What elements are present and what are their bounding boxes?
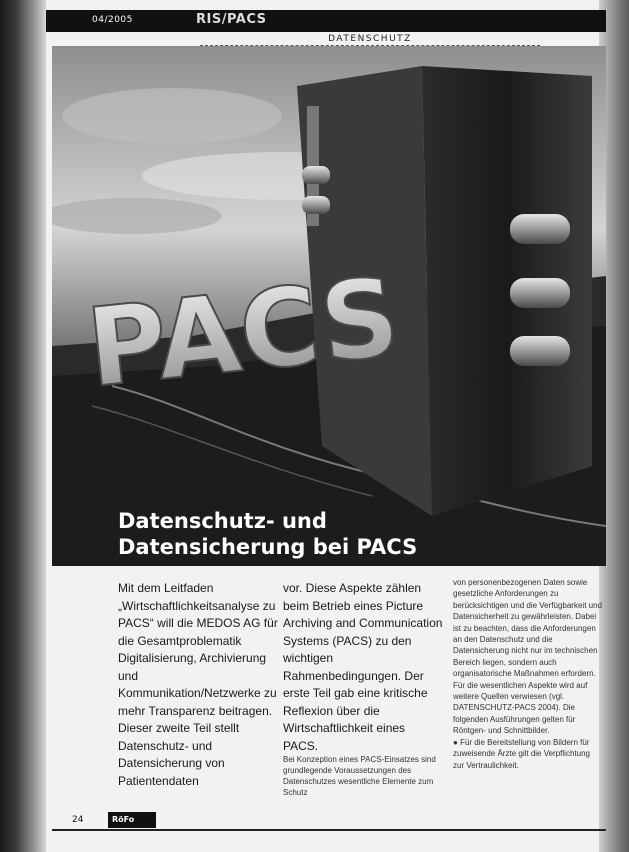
book-spine-shadow [0,0,46,852]
column-3-bullet-text: Für die Bereitstellung von Bildern für zuweisende Ärzte gilt die Verpflichtung zur Vertraulichkeit. [453,737,590,770]
rubric-title: DATENSCHUTZ [200,34,540,46]
issue-number: 04/2005 [92,15,133,25]
headline-line-2: Datensicherung bei PACS [118,535,418,559]
article-column-2-body: Bei Konzeption eines PACS-Einsatzes sind grundlegende Voraussetzungen des Datenschutzes wesentliche Elemente zum Schutz [283,755,436,797]
column-3-bullet: ● Für die Bereitstellung von Bildern für zuweisende Ärzte gilt die Verpflichtung zur Vertraulichkeit. [453,737,590,770]
footer-logo: RöFo [108,812,156,828]
sign-letters: PACS [81,254,405,412]
article-column-2: vor. Diese Aspekte zählen beim Betrieb eines Picture Archiving and Communication Systems (PACS) zu den wichtigen Rahmenbedingungen. Der erste Teil gab eine kritische Reflexion über die Wirtschaftlichkeit eines PACS. [283,581,443,753]
article-column-3 [453,577,603,771]
headline-line-1: Datenschutz- und [118,509,327,533]
article-column-1: Mit dem Leitfaden „Wirtschaftlichkeitsanalyse zu PACS“ will die MEDOS AG für die Gesamtproblematik Digitalisierung, Archivierung und Kommunikation/Netzwerke zu mehr Transparenz beitragen. Dieser zweite Teil stellt Datenschutz- und Datensicherung von Patientendaten [118,581,278,788]
column-3-text: von personenbezogenen Daten sowie gesetzliche Anforderungen zu berücksichtigen und die Verfügbarkeit und Datensicherheit zu gewährleisten. Dabei ist zu beachten, dass die Anforderungen an den Datenschutz und die Datensicherung nicht nur im technischen Bereich liegen, sondern auch organisatorische Maßnahmen erfordern. Für die wesentlichen Aspekte wird auf weitere Quellen verwiesen (vgl. DATENSCHUTZ-PACS 2004). Die folgenden Ausführungen gelten für Röntgen- und Schnittbilder. [453,578,602,736]
page-number: 24 [72,815,84,825]
pacs-3d-illustration [52,46,606,566]
article-headline [118,508,538,560]
hero-illustration [52,46,606,566]
footer-rule [52,829,606,831]
section-label: RIS/PACS [196,12,267,27]
